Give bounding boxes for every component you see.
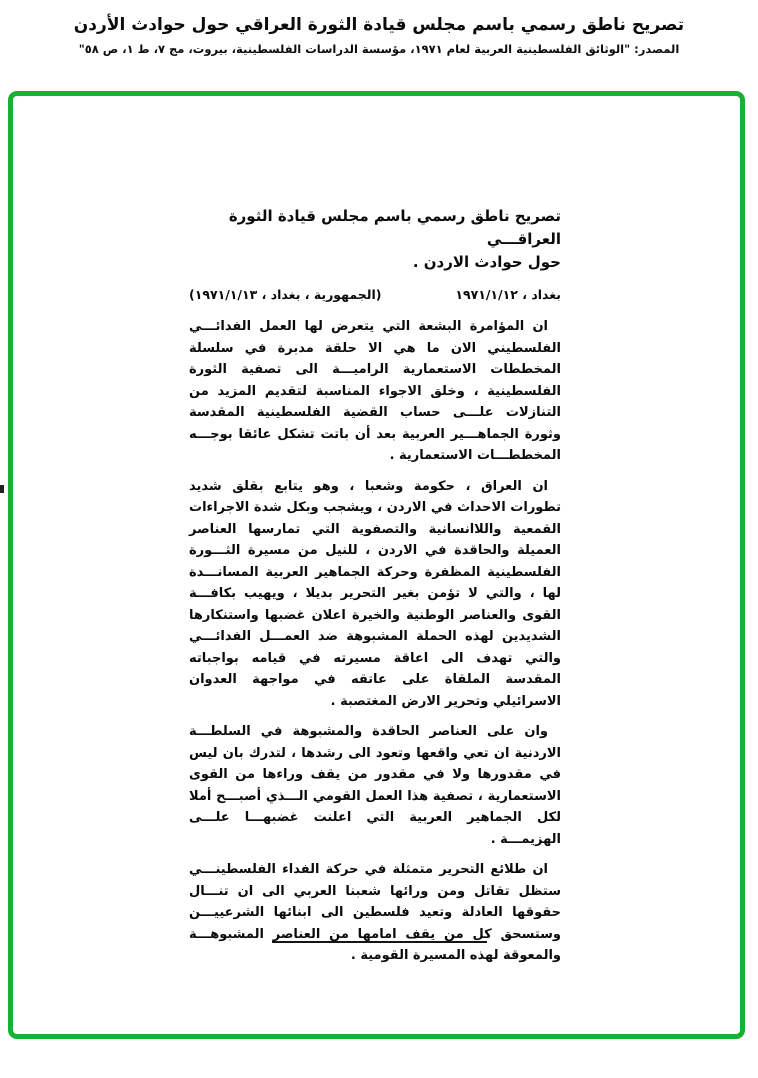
- doc-title-line1: تصريح ناطق رسمي باسم مجلس قيادة الثورة العراقـــي: [228, 207, 561, 248]
- doc-dateline: [189, 287, 561, 302]
- doc-paragraph-2: ان العراق ، حكومة وشعبا ، وهو يتابع بقلق شديد تطورات الاحداث في الاردن ، ويشجب وبكل شدة الاجراءات القمعية واللاانسانية والتصفوية التي تمارسها العناصر العميلة والحاقدة في الاردن ، للنيل من مسيرة الثـــورة الفلسطينية المظفرة وحركة الجماهير العربية المسانـــدة لها ، والتي لا تؤمن بغير التحرير بديلا ، ويهيب بكافـــة القوى والعناصر الوطنية والخيرة اعلان غضبها واستنكارها الشديدين لهذه الحملة المشبوهة ضد العمـــل الفدائـــي والتي تهدف الى اعاقة مسيرته في قيامه بواجباته المقدسة الملقاة على عاتقه في مواجهة العدوان الاسرائيلي وتحرير الارض المغتصبة .: [189, 478, 561, 709]
- doc-title: [189, 205, 561, 274]
- doc-dateline-source-ref: (الجمهورية ، بغداد ، ١٩٧١/١/١٣): [189, 287, 382, 302]
- end-separator-line: [272, 941, 487, 943]
- scan-artifact-speck: [0, 485, 4, 493]
- document-body: [189, 205, 561, 967]
- doc-paragraph-3: وان على العناصر الحاقدة والمشبوهة في السلطـــة الاردنية ان تعي واقعها وتعود الى رشدها ، لتدرك بان ليس في مقدورها ولا في مقدور من يقف وراءها من القوى الاستعمارية ، تصفية هذا العمل القومي الـــذي أصبـــح أملا لكل الجماهير العربية التي اعلنت غضبهـــا علـــى الهزيمـــة .: [189, 724, 561, 847]
- doc-paragraph-1: ان المؤامرة البشعة التي يتعرض لها العمل الفدائـــي الفلسطيني الان ما هي الا حلقة مدبرة في سلسلة المخططات الاستعمارية الراميـــة الى تصفية الثورة الفلسطينية ، وخلق الاجواء المناسبة لتقديم المزيد من التنازلات علـــى حساب القضية الفلسطينية المقدسة وثورة الجماهـــير العربية بعد أن باتت تشكل عائقا بوجـــه المخططـــات الاستعمارية .: [189, 319, 561, 463]
- doc-paragraph-4: ان طلائع التحرير متمثلة في حركة الفداء الفلسطينـــي ستظل تقاتل ومن ورائها شعبنا العربي الى ان تنـــال حقوقها العادلة وتعيد فلسطين الى ابنائها الشرعييـــن وستسحق كل من يقف امامها من العناصر المشبوهـــة والمعوقة لهذه المسيرة القومية .: [189, 862, 561, 963]
- page-header: [0, 15, 758, 56]
- page-header-title: تصريح ناطق رسمي باسم مجلس قيادة الثورة العراقي حول حوادث الأردن: [73, 15, 685, 35]
- doc-dateline-place-date: بغداد ، ١٩٧١/١/١٢: [455, 287, 561, 302]
- document-border-frame: [8, 91, 745, 1039]
- page-header-source: المصدر: "الوثائق الفلسطينية العربية لعام ١٩٧١، مؤسسة الدراسات الفلسطينية، بيروت، مج ٧، ط ١، ص ٥٨": [78, 42, 680, 56]
- doc-title-line2: حول حوادث الاردن .: [412, 253, 561, 271]
